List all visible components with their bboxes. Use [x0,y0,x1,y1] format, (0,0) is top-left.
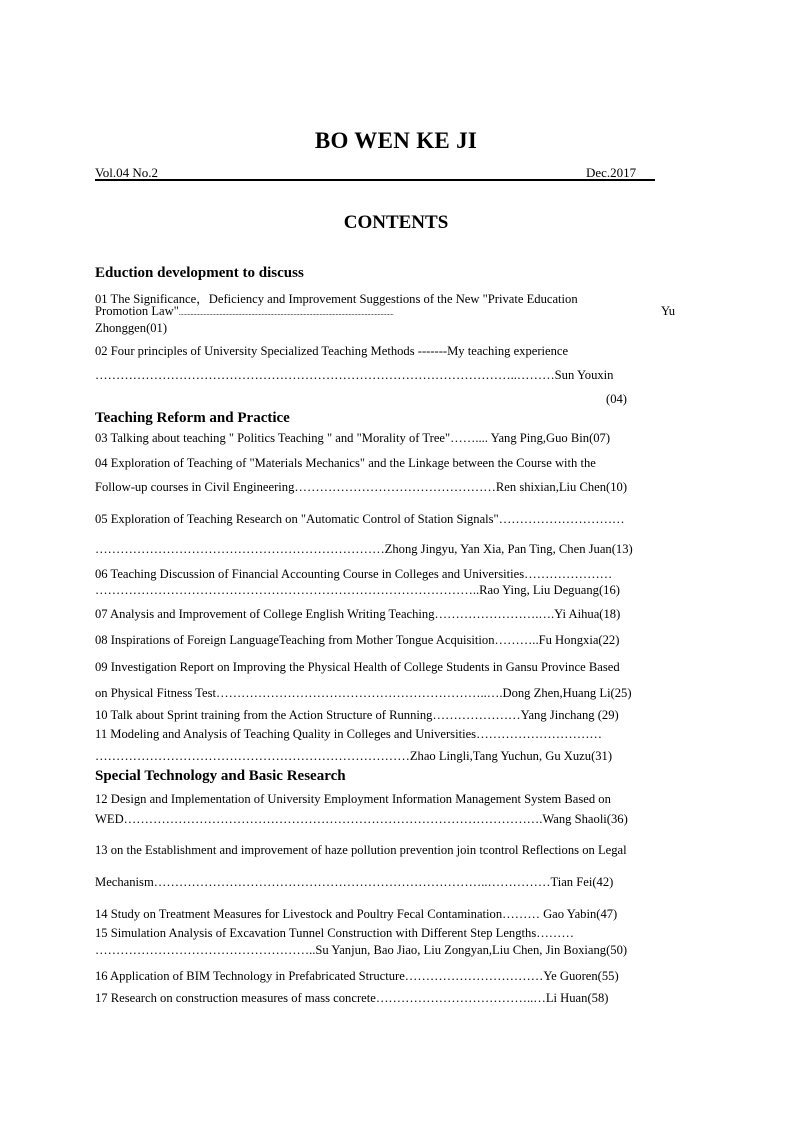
toc-entry-01-author: Yu [661,304,675,318]
toc-entry-14: 14 Study on Treatment Measures for Livestock and Poultry Fecal Contamination……… Gao Yabin(47) [95,907,618,921]
section-title: Special Technology and Basic Research [95,768,346,784]
toc-entry-12: 12 Design and Implementation of University Employment Information Management System Based on [95,792,611,806]
toc-entry-02-line3: (04) [606,392,627,406]
toc-entry-04: 04 Exploration of Teaching of "Materials Mechanics" and the Linkage between the Course with the [95,456,596,470]
toc-entry-12-line2: WED……………………………………………………………………………………….Wang Shaoli(36) [95,812,628,826]
toc-entry-09-line2: on Physical Fitness Test………………………………………………………..….Dong Zhen,Huang Li(25) [95,686,632,700]
toc-entry-03: 03 Talking about teaching " Politics Teaching " and "Morality of Tree"…….... Yang Ping,Guo Bin(07) [95,431,611,445]
toc-entry-06: 06 Teaching Discussion of Financial Accounting Course in Colleges and Universities………………… [95,567,613,581]
toc-leader-dots: .................................................................................................................................................... [178,309,394,317]
contents-heading: CONTENTS [343,212,449,233]
toc-entry-01-line2 [95,304,393,319]
header-rule [95,179,655,181]
issue-date: Dec.2017 [586,165,637,180]
section-title: Eduction development to discuss [95,265,304,281]
toc-entry-13: 13 on the Establishment and improvement of haze pollution prevention join tcontrol Reflections on Legal [95,843,627,857]
toc-entry-02: 02 Four principles of University Specialized Teaching Methods -------My teaching experience [95,344,569,358]
toc-entry-02-line2: ………………………………………………………………………………………..………Sun Youxin [95,368,614,382]
journal-title: BO WEN KE JI [314,128,478,153]
toc-entry-01-text: Promotion Law" [95,304,179,318]
toc-entry-08: 08 Inspirations of Foreign LanguageTeaching from Mother Tongue Acquisition………..Fu Hongxia(22) [95,633,620,647]
toc-entry-16: 16 Application of BIM Technology in Prefabricated Structure……………………………Ye Guoren(55) [95,969,619,983]
section-title: Teaching Reform and Practice [95,410,290,426]
toc-entry-01: 01 The Significance，Deficiency and Improvement Suggestions of the New "Private Education [95,292,578,306]
toc-entry-05: 05 Exploration of Teaching Research on "Automatic Control of Station Signals"………………………… [95,512,625,526]
toc-entry-15: 15 Simulation Analysis of Excavation Tunnel Construction with Different Step Lengths……… [95,926,574,940]
toc-entry-10: 10 Talk about Sprint training from the Action Structure of Running…………………Yang Jinchang (29) [95,708,619,722]
toc-entry-11: 11 Modeling and Analysis of Teaching Quality in Colleges and Universities………………………… [95,727,603,741]
toc-entry-13-line2: Mechanism……………………………………………………………………..……………Tian Fei(42) [95,875,614,889]
toc-entry-17: 17 Research on construction measures of mass concrete………………………………..…Li Huan(58) [95,991,609,1005]
toc-entry-11-line2: …………………………………………………………………Zhao Lingli,Tang Yuchun, Gu Xuzu(31) [95,749,613,763]
toc-entry-05-line2: ……………………………………………………………Zhong Jingyu, Yan Xia, Pan Ting, Chen Juan(13) [95,542,633,556]
volume-label: Vol.04 No.2 [95,165,158,180]
toc-entry-06-line2: ………………………………………………………………………………..Rao Ying, Liu Deguang(16) [95,583,620,597]
toc-entry-04-line2: Follow-up courses in Civil Engineering…………………………………………Ren shixian,Liu Chen(10) [95,480,628,494]
toc-entry-15-line2: ……………………………………………..Su Yanjun, Bao Jiao, Liu Zongyan,Liu Chen, Jin Boxiang(50) [95,943,628,957]
toc-entry-09: 09 Investigation Report on Improving the Physical Health of College Students in Gansu Province Based [95,660,620,674]
toc-entry-07: 07 Analysis and Improvement of College English Writing Teaching…………………….….Yi Aihua(18) [95,607,621,621]
toc-entry-01-line3: Zhonggen(01) [95,321,168,335]
